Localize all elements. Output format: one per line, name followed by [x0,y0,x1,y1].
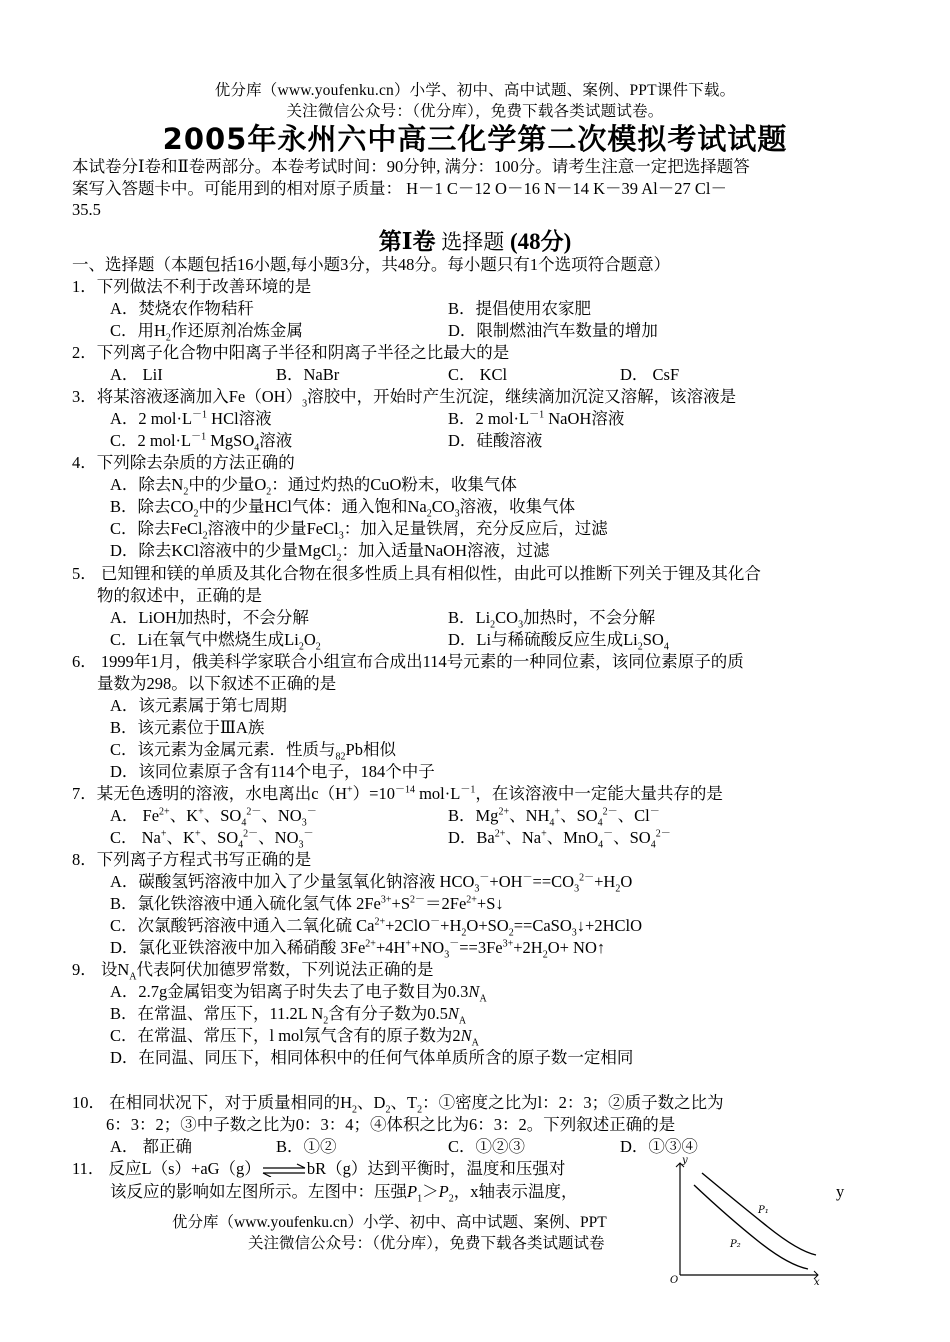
q10-c: C．①②③ [448,1137,526,1156]
intro-line-2: 案写入答题卡中。可能用到的相对原子质量： H－1 C－12 O－16 N－14 K－39 Al－27 Cl－ [72,179,727,198]
q2-d: D． CsF [620,365,680,384]
q9-b: B．在常温、常压下，11.2L $N_2$含有分子数为$0.5N_A$ [110,1004,467,1027]
pressure-temperature-graph [668,1155,828,1285]
q10-d: D．①③④ [620,1137,698,1156]
q8-b: B．氯化铁溶液中通入硫化氢气体 $2Fe^{3+}+S^{2-}=2Fe^{2+}+S↓$ [110,894,504,913]
q4-b: B．除去$CO_2$中的少量HCl气体：通入饱和$Na_2CO_3$溶液，收集气体 [110,497,576,520]
q3-d: D．硅酸溶液 [448,431,543,450]
q3-c: C．2 $mol\cdot L^{-1}$ MgSO$_4$溶液 [110,431,293,454]
q5-b: B．$Li_2CO_3$加热时，不会分解 [448,608,656,631]
q7-d: D．$Ba^{2+}$、Na+、MnO$_4$－、$SO_4^{2-}$ [448,828,671,851]
q8-stem: 8．下列离子方程式书写正确的是 [72,850,312,869]
q2-c: C． KCl [448,365,508,384]
footer-line-1: 优分库（www.youfenku.cn）小学、初中、高中试题、案例、PPT [172,1214,607,1231]
q9-a: A．2.7g金属铝变为铝离子时失去了电子数目为$0.3N_A$ [110,982,487,1005]
q4-a: A．除去$N_2$中的少量$O_2$：通过灼热的CuO粉末，收集气体 [110,475,517,498]
q3-b: B．2 $mol\cdot L^{-1}$ NaOH溶液 [448,409,625,428]
instruction: 一、选择题（本题包括16小题,每小题3分，共48分。每小题只有1个选项符合题意） [72,255,671,274]
q6-d: D．该同位素原子含有114个电子，184个中子 [110,762,435,781]
q1-stem: 1．下列做法不利于改善环境的是 [72,277,312,296]
q5-d: D．Li与稀硫酸反应生成$Li_2SO_4$ [448,630,669,653]
intro-line-1: 本试卷分Ⅰ卷和Ⅱ卷两部分。本卷考试时间：90分钟, 满分：100分。请考生注意一定把选择题答 [72,157,750,176]
q5-c: C．Li在氧气中燃烧生成$Li_2O_2$ [110,630,321,653]
q8-a: A．碳酸氢钙溶液中加入了少量氢氧化钠溶液 $HCO_3^-+OH^-==CO_3^{2-}+H_2O$ [110,872,633,895]
graph-x-label: x [814,1277,820,1285]
q10-stem-2: 6：3：2；③中子数之比为0：3：4；④体积之比为6：3：2。下列叙述正确的是 [106,1115,676,1134]
q5-stem-1: 5． 已知锂和镁的单质及其化合物在很多性质上具有相似性，由此可以推断下列关于锂及其化合 [72,564,761,583]
q6-stem-1: 6． 1999年1月，俄美科学家联合小组宣布合成出114号元素的一种同位素，该同位素原子的质 [72,652,744,671]
q10-a: A． 都正确 [110,1137,193,1156]
header-line-2: 关注微信公众号：（优分库），免费下载各类试题试卷。 [286,103,664,120]
curve-p2 [694,1185,808,1269]
q1-b: B．提倡使用农家肥 [448,299,592,318]
q7-stem: 7．某无色透明的溶液，水电离出$c(H^+)=10^{-14}$ $mol\cdot L^{-1}$，在该溶液中一定能大量共存的是 [72,784,723,803]
q7-a: A． $Fe^{2+}$、K+、$SO_4^{2-}$、$NO_3^-$ [110,806,317,829]
q1-c: C．用$H_2$作还原剂冶炼金属 [110,321,303,344]
q3-stem: 3．将某溶液逐滴加入$Fe(OH)_3$溶胶中，开始时产生沉淀，继续滴加沉淀又溶解，该溶液是 [72,387,737,410]
q4-stem: 4．下列除去杂质的方法正确的 [72,453,295,472]
section-score: (48分) [509,229,572,254]
q9-c: C．在常温、常压下，l mol氖气含有的原子数为$2N_A$ [110,1026,479,1049]
equilibrium-arrow-icon [261,1163,307,1177]
q2-a: A． LiI [110,365,163,384]
q9-d: D．在同温、同压下，相同体积中的任何气体单质所含的原子数一定相同 [110,1048,634,1067]
q5-stem-2: 物的叙述中，正确的是 [97,586,262,605]
q10-b: B．①② [276,1137,337,1156]
q4-c: C．除去FeCl$_2$溶液中的少量FeCl$_3$：加入足量铁屑，充分反应后，过滤 [110,519,608,542]
q7-c: C． Na+、K+、$SO_4^{2-}$、$NO_3^-$ [110,828,314,851]
q6-c: C．该元素为金属元素．性质与$_{82}$Pb相似 [110,740,396,763]
q11-stem-2: 该反应的影响如左图所示。左图中：压强$P_1>P_2$，x轴表示温度， [110,1182,578,1205]
graph-origin: O [670,1275,679,1285]
graph-y-label: y [682,1155,688,1166]
section-bold: 第Ⅰ卷 [378,229,436,254]
q4-d: D．除去KCl溶液中的少量MgCl$_2$：加入适量NaOH溶液，过滤 [110,541,550,564]
q1-d: D．限制燃油汽车数量的增加 [448,321,658,340]
q11-y-note: y [836,1182,845,1201]
q6-stem-2: 量数为298。以下叙述不正确的是 [97,674,337,693]
q1-a: A．焚烧农作物秸秆 [110,299,254,318]
q9-stem: 9． 设$N_A$代表阿伏加德罗常数，下列说法正确的是 [72,960,434,983]
q8-d: D．氯化亚铁溶液中加入稀硝酸 $3Fe^{2+}+4H^++NO_3^-==3Fe^{3+}+2H_2O+$ NO↑ [110,938,606,961]
q5-a: A．LiOH加热时，不会分解 [110,608,309,627]
curve-p1-label: P₁ [758,1205,769,1216]
q10-stem-1: 10． 在相同状况下，对于质量相同的$H_2$、$D_2$、$T_2$：①密度之比为l：2：3；②质子数之比为 [72,1093,724,1116]
section-heading [0,223,950,256]
header-line-1: 优分库（www.youfenku.cn）小学、初中、高中试题、案例、PPT课件下载。 [214,82,736,99]
q2-b: B．NaBr [276,365,340,384]
page-title: 2005年永州六中高三化学第二次模拟考试试题 [162,122,788,156]
q2-stem: 2．下列离子化合物中阳离子半径和阴离子半径之比最大的是 [72,343,510,362]
section-light: 选择题 [441,230,505,254]
curve-p2-label: P₂ [730,1239,741,1250]
q6-a: A．该元素属于第七周期 [110,696,287,715]
q3-a: A．2 $mol\cdot L^{-1}$ HCl溶液 [110,409,272,428]
q7-b: B．$Mg^{2+}$、$NH_4^+$、$SO_4^{2-}$、Cl－ [448,806,660,829]
q6-b: B．该元素位于ⅢA族 [110,718,265,737]
q8-c: C．次氯酸钙溶液中通入二氧化硫 $Ca^{2+}+2ClO^-+H_2O+SO_2==CaSO_3↓+2HClO$ [110,916,643,939]
intro-line-3: 35.5 [72,200,101,219]
footer-line-2: 关注微信公众号：（优分库），免费下载各类试题试卷 [248,1235,605,1252]
q11-stem-1: 11． 反应L（s）+aG（g） bR（g）达到平衡时，温度和压强对 [72,1159,566,1178]
